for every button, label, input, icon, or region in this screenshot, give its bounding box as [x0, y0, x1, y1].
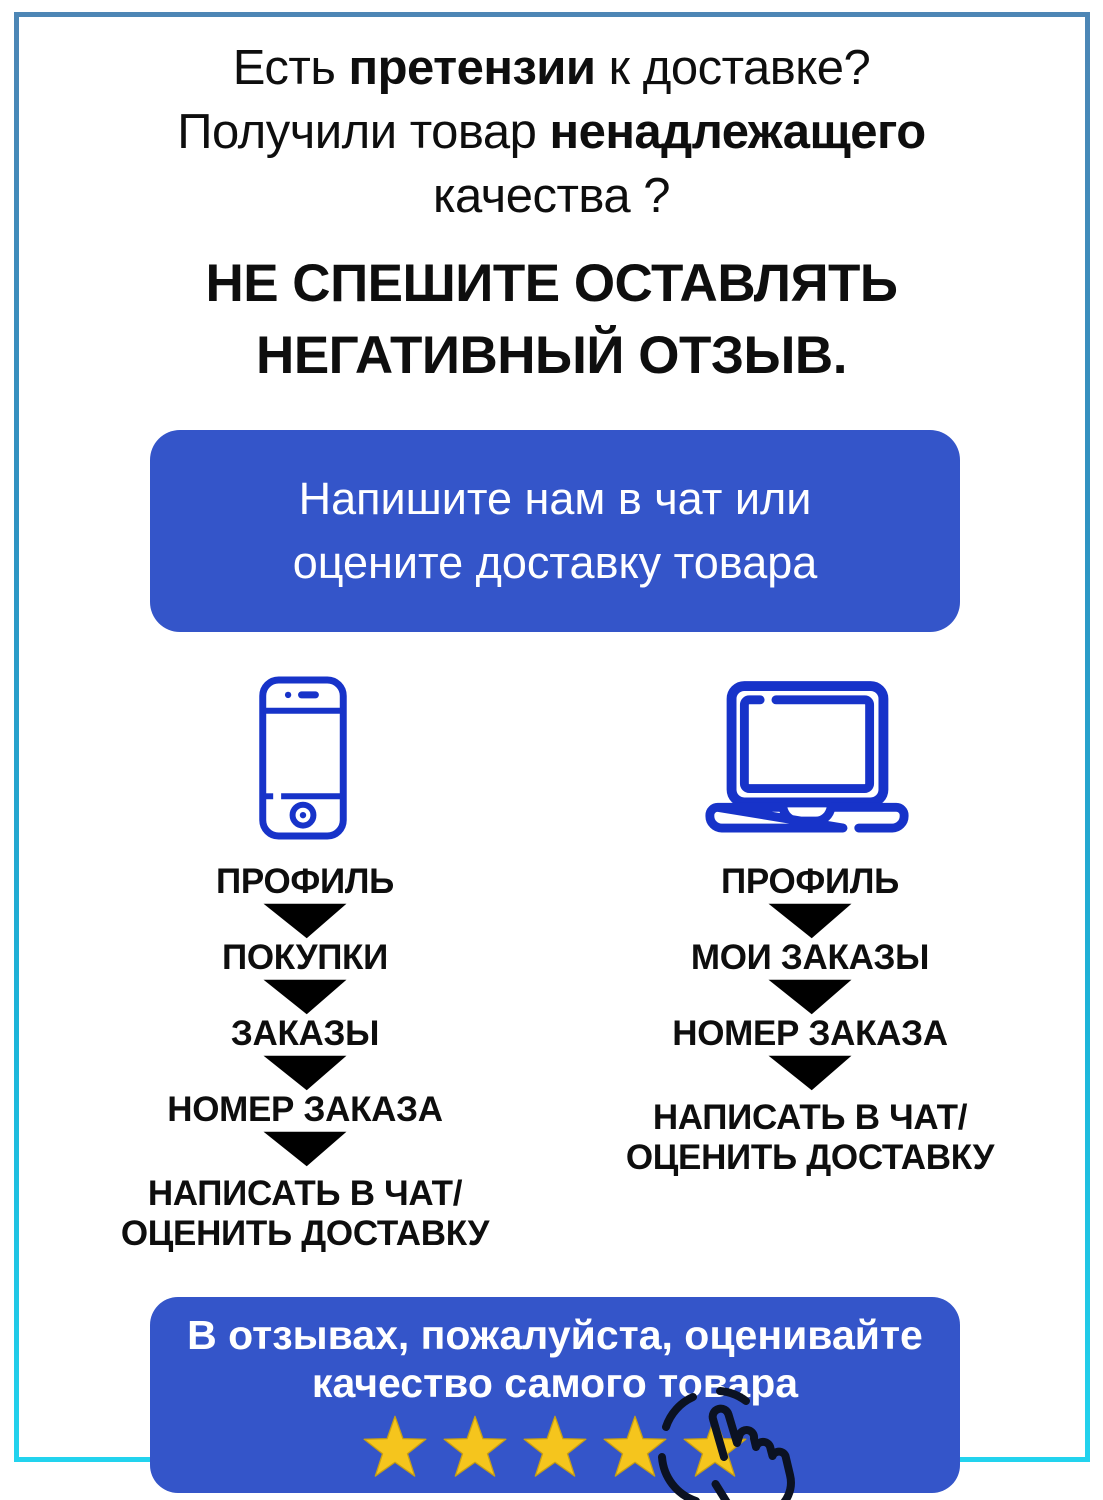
mobile-step-final: НАПИСАТЬ В ЧАТ/ ОЦЕНИТЬ ДОСТАВКУ: [120, 1174, 490, 1253]
title-line-3: качества ?: [432, 169, 670, 223]
down-arrow-icon: [766, 1054, 854, 1092]
desktop-step-final: НАПИСАТЬ В ЧАТ/ ОЦЕНИТЬ ДОСТАВКУ: [625, 1098, 995, 1177]
desktop-flow-column: [585, 862, 1035, 1178]
down-arrow-icon: [261, 902, 349, 940]
footer-line-2: качество самого товара: [311, 1360, 799, 1406]
down-arrow-icon: [261, 1130, 349, 1168]
desktop-step-profile: ПРОФИЛЬ: [721, 862, 899, 901]
mobile-step-profile: ПРОФИЛЬ: [216, 862, 394, 901]
smartphone-icon: [258, 676, 348, 840]
cta-line-2: оцените доставку товара: [292, 537, 818, 588]
title-line-2: Получили товар ненадлежащего: [177, 105, 926, 159]
title-line-1: Есть претензии к доставке?: [232, 41, 871, 95]
mobile-step-orders: ЗАКАЗЫ: [230, 1014, 380, 1053]
cta-banner: [150, 430, 960, 632]
desktop-step-order-number: НОМЕР ЗАКАЗА: [672, 1014, 948, 1053]
down-arrow-icon: [766, 902, 854, 940]
stars-row: [150, 1415, 960, 1478]
warning-line-2: НЕГАТИВНЫЙ ОТЗЫВ.: [256, 326, 847, 385]
mobile-step-order-number: НОМЕР ЗАКАЗА: [167, 1090, 443, 1129]
down-arrow-icon: [766, 978, 854, 1016]
laptop-icon: [701, 680, 913, 838]
star-icon: [442, 1415, 508, 1478]
page-title: [0, 36, 1103, 228]
mobile-flow-column: [85, 862, 525, 1254]
cta-line-1: Напишите нам в чат или: [298, 473, 812, 524]
tap-hand-icon: [645, 1385, 830, 1500]
footer-line-1: В отзывах, пожалуйста, оценивайте: [187, 1312, 923, 1358]
down-arrow-icon: [261, 1054, 349, 1092]
warning-line-1: НЕ СПЕШИТЕ ОСТАВЛЯТЬ: [205, 254, 898, 313]
mobile-step-purchases: ПОКУПКИ: [222, 938, 388, 977]
warning-heading: [0, 248, 1103, 392]
down-arrow-icon: [261, 978, 349, 1016]
desktop-step-my-orders: МОИ ЗАКАЗЫ: [690, 938, 930, 977]
footer-banner: [150, 1297, 960, 1493]
star-icon: [522, 1415, 588, 1478]
star-icon: [362, 1415, 428, 1478]
